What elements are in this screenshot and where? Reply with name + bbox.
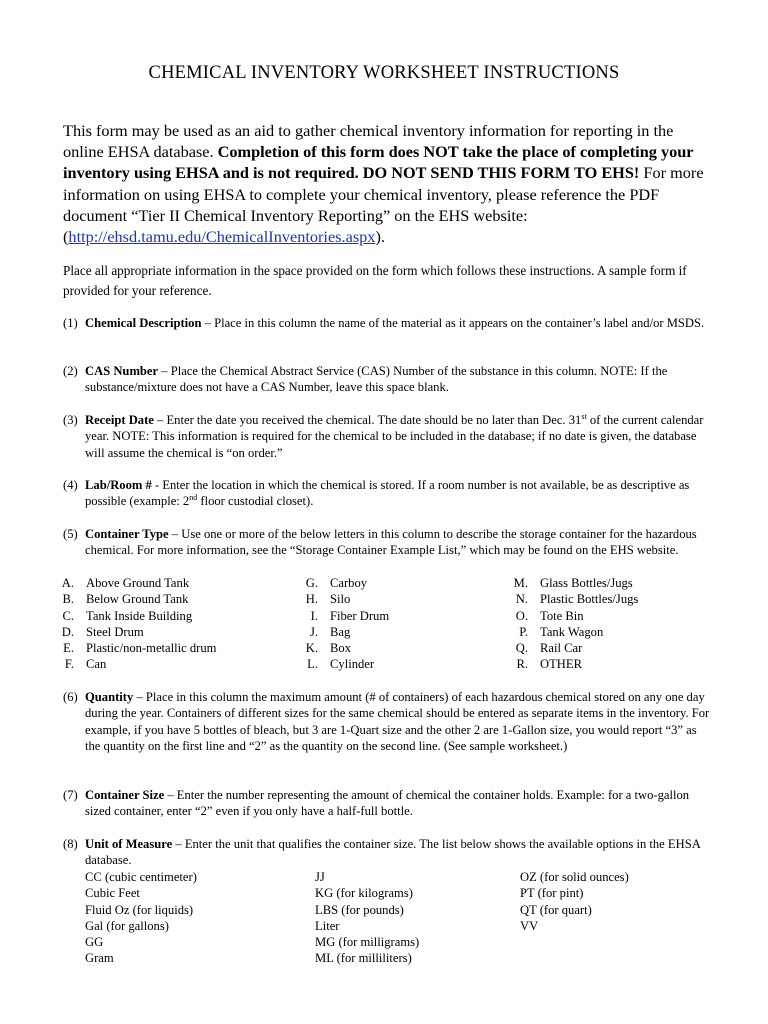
unit-option: Gal (for gallons): [85, 918, 169, 933]
instruction-item-receipt-date: [63, 412, 713, 461]
unit-option: QT (for quart): [520, 902, 592, 917]
item-text: – Place in this column the name of the material as it appears on the container’s label and/or MSDS.: [201, 316, 705, 330]
ehs-website-link[interactable]: http://ehsd.tamu.edu/ChemicalInventories.aspx: [68, 227, 376, 247]
item-heading: Container Type: [85, 527, 169, 541]
container-type-option: L. Cylinder: [307, 657, 375, 672]
item-text: – Use one or more of the below letters in this column to describe the storage container for the hazardous chemical. For more information, see the “Storage Container Example List,” which may be found on the EHS website.: [85, 527, 697, 558]
container-type-option: N. Plastic Bottles/Jugs: [515, 592, 639, 607]
unit-option: PT (for pint): [520, 886, 584, 901]
unit-option: Liter: [315, 918, 340, 933]
item-number: (2): [63, 364, 78, 378]
container-type-option: I. Fiber Drum: [310, 608, 390, 623]
intro-bold-notice: Completion of this form does NOT take the place of completing your inventory using EHSA and is not required. DO NOT SEND THIS FORM TO EHS!: [63, 142, 694, 183]
instruction-item-cas-number: [63, 363, 713, 396]
container-type-option: Q. Rail Car: [515, 641, 583, 656]
unit-option: CC (cubic centimeter): [85, 870, 197, 884]
item-heading: Unit of Measure: [85, 837, 173, 851]
container-type-option: M. Glass Bottles/Jugs: [513, 576, 633, 590]
instruction-item-container-type: [63, 526, 713, 559]
item-text-continued: of the current calendar year. NOTE: This information is required for the chemical to be included in the database; if no date is given, the database will assume the chemical is “on order.”: [85, 413, 704, 460]
item-text: – Enter the unit that qualifies the container size. The list below shows the available options in the EHSA database.: [85, 837, 701, 868]
page-title: CHEMICAL INVENTORY WORKSHEET INSTRUCTIONS: [148, 63, 620, 83]
ordinal-suffix: st: [581, 411, 587, 421]
unit-option: Fluid Oz (for liquids): [85, 902, 194, 917]
container-type-column-3: [498, 575, 638, 673]
item-number: (4): [63, 478, 78, 492]
item-heading: Receipt Date: [85, 413, 154, 427]
item-number: (3): [63, 413, 78, 427]
instruction-item-container-size: [63, 787, 713, 820]
instruction-item-chemical-description: [63, 315, 713, 331]
unit-option: JJ: [315, 870, 325, 884]
unit-option: VV: [520, 918, 539, 933]
container-type-option: J. Bag: [309, 624, 351, 639]
place-instructions: Place all appropriate information in the space provided on the form which follows these instructions. A sample form if provided for your reference.: [63, 263, 687, 298]
item-text: - Enter the location in which the chemical is stored. If a room number is not available, be as descriptive as possible (example: 2: [85, 478, 690, 509]
container-type-option: C. Tank Inside Building: [62, 608, 193, 623]
unit-option: OZ (for solid ounces): [520, 870, 629, 884]
item-text: – Enter the date you received the chemical. The date should be no later than Dec. 31: [153, 413, 582, 427]
item-number: (1): [63, 316, 78, 330]
unit-option: GG: [85, 935, 104, 950]
item-heading: Quantity: [85, 690, 134, 704]
unit-option: Cubic Feet: [85, 886, 140, 901]
container-type-column-1: [44, 575, 216, 673]
container-type-option: H. Silo: [305, 592, 351, 607]
container-type-option: F. Can: [64, 657, 107, 672]
container-type-option: O. Tote Bin: [515, 608, 584, 623]
instruction-item-unit-of-measure: [63, 836, 713, 869]
intro-text: This form may be used as an aid to gather chemical inventory information for reporting in the online EHSA database.: [63, 121, 674, 162]
ordinal-suffix: nd: [189, 493, 198, 503]
item-heading: CAS Number: [85, 364, 159, 378]
unit-column-1: [85, 869, 197, 967]
item-heading: Container Size: [85, 788, 165, 802]
unit-option: MG (for milligrams): [315, 935, 420, 950]
intro-paragraph: [63, 120, 713, 247]
unit-option: LBS (for pounds): [315, 902, 404, 917]
unit-option: ML (for milliliters): [315, 951, 412, 966]
unit-option: Gram: [85, 951, 114, 966]
container-type-option: K. Box: [305, 641, 351, 656]
unit-column-3: [520, 869, 629, 934]
unit-option: KG (for kilograms): [315, 886, 413, 901]
item-text: – Place the Chemical Abstract Service (CAS) Number of the substance in this column. NOTE: If the substance/mixture does not have a CAS Number, leave this space blank.: [85, 364, 668, 395]
instruction-item-quantity: [63, 689, 713, 754]
container-type-option: B. Below Ground Tank: [62, 592, 189, 607]
container-type-option: P. Tank Wagon: [519, 624, 604, 639]
container-type-option: E. Plastic/non-metallic drum: [63, 641, 217, 656]
intro-text-continued: For more information on using EHSA to complete your chemical inventory, please reference the PDF document “Tier II Chemical Inventory Reporting” on the EHS website: (: [63, 163, 704, 247]
container-type-option: D. Steel Drum: [61, 624, 144, 639]
container-type-column-2: [288, 575, 389, 673]
item-text: – Enter the number representing the amount of chemical the container holds. Example: for a two-gallon sized container, enter “2” even if you only have a half-full bottle.: [85, 788, 690, 819]
item-heading: Lab/Room #: [85, 478, 152, 492]
container-type-option: G. Carboy: [305, 576, 368, 590]
container-type-option: A. Above Ground Tank: [61, 576, 190, 590]
item-number: (6): [63, 690, 78, 704]
item-heading: Chemical Description: [85, 316, 202, 330]
item-number: (7): [63, 788, 78, 802]
item-text-continued: floor custodial closet).: [197, 494, 314, 509]
container-type-option: R. OTHER: [516, 657, 582, 672]
instruction-item-lab-room: [63, 477, 713, 510]
unit-column-2: [315, 869, 419, 967]
item-number: (5): [63, 527, 78, 541]
item-text: – Place in this column the maximum amount (# of containers) of each hazardous chemical stored on any one day during the year. Containers of different sizes for the same chemical should be entered as separate items in the inventory. For example, if you have 5 bottles of bleach, but 3 are 1-Quart size and the other 2 are 1-Gallon size, you would report “3” as the quantity on the first line and “2” as the quantity on the second line. (See sample worksheet.): [85, 690, 710, 753]
intro-text-end: ).: [375, 227, 385, 247]
item-number: (8): [63, 837, 78, 851]
